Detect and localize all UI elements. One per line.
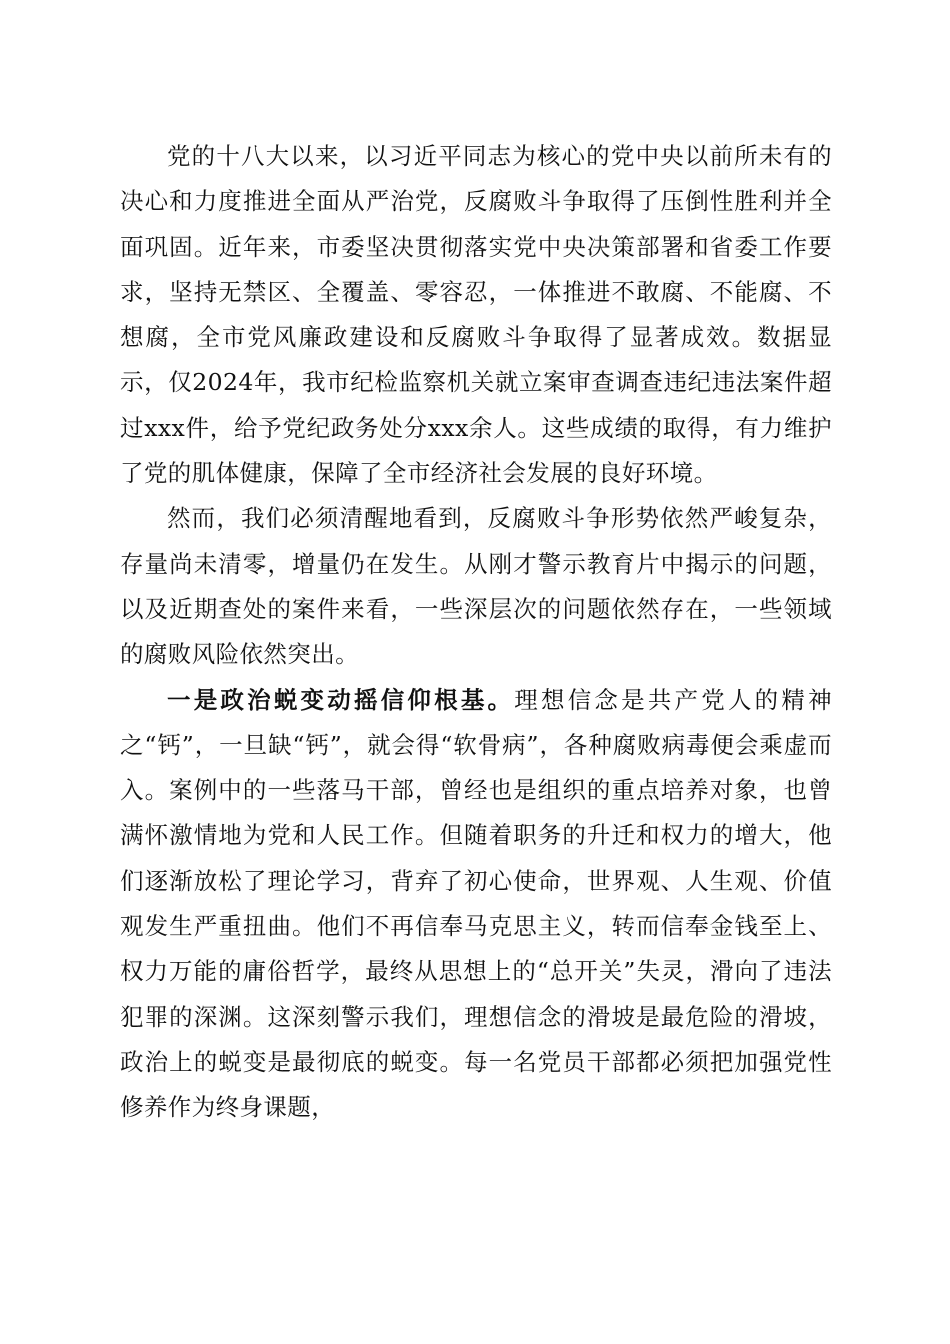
document-page (120, 134, 832, 1131)
paragraph-situation-text: 然而，我们必须清醒地看到，反腐败斗争形势依然严峻复杂，存量尚未清零，增量仍在发生。从刚才警示教育片中揭示的问题，以及近期查处的案件来看，一些深层次的问题依然存在，一些领域的腐败风险依然突出。 (120, 504, 832, 669)
paragraph-point-one (120, 678, 832, 1131)
paragraph-situation (120, 496, 832, 677)
paragraph-intro (120, 134, 832, 496)
paragraph-point-one-heading: 一是政治蜕变动摇信仰根基。 (167, 685, 515, 714)
paragraph-point-one-text: 理想信念是共产党人的精神之“钙”，一旦缺“钙”，就会得“软骨病”，各种腐败病毒便会乘虚而入。案例中的一些落马干部，曾经也是组织的重点培养对象，也曾满怀激情地为党和人民工作。但随着职务的升迁和权力的增大，他们逐渐放松了理论学习，背弃了初心使命，世界观、人生观、价值观发生严重扭曲。他们不再信奉马克思主义，转而信奉金钱至上、权力万能的庸俗哲学，最终从思想上的“总开关”失灵，滑向了违法犯罪的深渊。这深刻警示我们，理想信念的滑坡是最危险的滑坡，政治上的蜕变是最彻底的蜕变。每一名党员干部都必须把加强党性修养作为终身课题， (120, 685, 832, 1122)
paragraph-intro-text: 党的十八大以来，以习近平同志为核心的党中央以前所未有的决心和力度推进全面从严治党，反腐败斗争取得了压倒性胜利并全面巩固。近年来，市委坚决贯彻落实党中央决策部署和省委工作要求，坚持无禁区、全覆盖、零容忍，一体推进不敢腐、不能腐、不想腐，全市党风廉政建设和反腐败斗争取得了显著成效。数据显示，仅2024年，我市纪检监察机关就立案审查调查违纪违法案件超过xxx件，给予党纪政务处分xxx余人。这些成绩的取得，有力维护了党的肌体健康，保障了全市经济社会发展的良好环境。 (120, 142, 832, 488)
